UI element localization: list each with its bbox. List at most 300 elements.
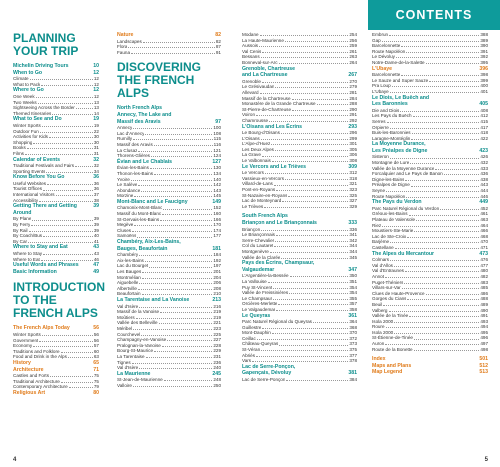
- section-entry[interactable]: [13, 390, 99, 397]
- section-entry[interactable]: [117, 297, 221, 304]
- leader-dots: [274, 267, 348, 274]
- section-entry[interactable]: [13, 244, 99, 251]
- page-ref: 259: [349, 43, 357, 49]
- page-ref: 228: [213, 342, 221, 348]
- leader-dots: [288, 72, 349, 79]
- entry-title: St-Gervais-les-Bains: [117, 216, 160, 222]
- leader-dots: [39, 198, 93, 202]
- section-entry[interactable]: [117, 119, 221, 126]
- leader-dots: [387, 119, 480, 123]
- entry-title: Gapençais, Dévoluy: [242, 370, 292, 377]
- toc-column-3: [242, 32, 357, 383]
- page-ref: 384: [349, 377, 357, 383]
- page-ref: 449: [479, 199, 488, 206]
- leader-dots: [392, 83, 480, 87]
- leader-dots: [46, 169, 92, 173]
- entry-title: Morzine: [117, 193, 134, 199]
- page-ref: 488: [480, 296, 488, 302]
- page-ref: 208: [213, 285, 221, 291]
- page-ref: 368: [349, 324, 357, 330]
- page-ref: 497: [480, 341, 488, 347]
- leader-dots: [33, 140, 92, 144]
- page-ref: 36: [93, 186, 99, 192]
- entry-title: By Car: [13, 238, 28, 244]
- page-ref: 210: [213, 291, 221, 297]
- entry-title: Valgaudemar: [242, 266, 275, 273]
- entry-title: Themed Itineraries: [13, 110, 52, 116]
- leader-dots: [270, 313, 348, 320]
- entry-title: Thonon-les-Bains: [117, 170, 154, 176]
- entry-title: Val d'Allos: [372, 262, 393, 268]
- entry-title: The Alpes du Mercantour: [372, 250, 435, 257]
- page-ref: 482: [480, 273, 488, 279]
- page-ref: 263: [349, 54, 357, 60]
- page-ref: 12: [93, 76, 99, 82]
- section-entry[interactable]: [242, 164, 357, 171]
- entry-title: Vallée de la Tinée: [372, 313, 409, 319]
- toc-entry[interactable]: [242, 377, 357, 383]
- page-ref: 227: [213, 337, 221, 343]
- leader-dots: [133, 383, 212, 387]
- page-ref: 245: [212, 370, 221, 377]
- section-entry[interactable]: [372, 66, 488, 73]
- entry-title: Briançon and Le Briançonnais: [242, 220, 317, 226]
- section-entry[interactable]: [117, 159, 221, 166]
- page-ref: 87: [215, 44, 221, 50]
- entry-title: Isola 2000: [372, 318, 394, 324]
- leader-dots: [261, 227, 348, 231]
- leader-dots: [413, 113, 480, 117]
- section-entry[interactable]: [372, 251, 488, 258]
- entry-title: Books: [13, 145, 26, 151]
- entry-title: Guillestre: [242, 324, 262, 330]
- entry-title: Massif de la Chartreuse: [242, 95, 291, 101]
- section-entry[interactable]: [13, 360, 99, 367]
- page-ref: 305: [349, 146, 357, 152]
- page-ref: 345: [349, 254, 357, 260]
- page-ref: 12: [93, 81, 99, 87]
- entry-title: By Ferry: [13, 222, 31, 228]
- entry-title: Massif des Aravis: [117, 141, 153, 147]
- page-ref: 60: [93, 348, 99, 354]
- entry-title: Calendar of Events: [13, 156, 60, 163]
- entry-title: Moustiers-Ste-Marie: [372, 228, 414, 234]
- leader-dots: [427, 148, 479, 155]
- leader-dots: [273, 285, 348, 289]
- page-ref: 47: [93, 262, 99, 269]
- leader-dots: [386, 324, 480, 328]
- entry-title: Albertville: [117, 285, 137, 291]
- page-ref: 426: [480, 154, 488, 160]
- section-entry[interactable]: [242, 267, 357, 274]
- leader-dots: [402, 285, 480, 289]
- leader-dots: [133, 136, 213, 140]
- page-ref: 65: [93, 359, 99, 366]
- page-ref: 39: [93, 227, 99, 233]
- leader-dots: [252, 358, 348, 362]
- entry-title: Le Grésivaudan: [242, 84, 275, 90]
- entry-title: Pra Loup: [372, 83, 391, 89]
- entry-title: Vars: [242, 358, 252, 364]
- leader-dots: [133, 32, 215, 39]
- section-entry[interactable]: [242, 313, 357, 320]
- entry-title: One Week: [13, 93, 35, 99]
- leader-dots: [405, 268, 479, 272]
- entry-title: Bonneval-sur-Arc: [242, 59, 278, 65]
- page-ref: 476: [480, 257, 488, 263]
- section-entry[interactable]: [13, 269, 99, 276]
- entry-title: Megève: [117, 222, 134, 228]
- section-entry[interactable]: [242, 72, 357, 79]
- section-heading: South French Alps: [242, 213, 288, 220]
- leader-dots: [161, 119, 216, 126]
- page-ref: 391: [480, 48, 488, 54]
- entry-title: When to Go: [13, 69, 43, 76]
- leader-dots: [42, 332, 93, 336]
- page-ref: 82: [215, 32, 221, 38]
- entry-title: Le Bourg-d'Oisans: [242, 130, 280, 136]
- page-ref: 170: [213, 222, 221, 228]
- leader-dots: [276, 307, 348, 311]
- leader-dots: [401, 72, 479, 76]
- entry-title: Gréoux-les-Bains: [372, 211, 408, 217]
- entry-title: Roure: [372, 324, 385, 330]
- section-entry[interactable]: [13, 87, 99, 94]
- page-ref: 221: [213, 320, 221, 326]
- entry-title: Landscapes: [117, 38, 142, 44]
- entry-title: Thorens-Glières: [117, 153, 150, 159]
- page-ref: 256: [349, 37, 357, 43]
- section-heading: Le Diois, Le Buëch and: [372, 94, 430, 101]
- leader-dots: [259, 43, 348, 47]
- section-entry[interactable]: [13, 116, 99, 123]
- entry-title: Val d'Isère: [117, 365, 139, 371]
- leader-dots: [262, 325, 348, 329]
- section-entry[interactable]: [13, 367, 99, 374]
- entry-title: L'Alpe-d'Huez: [242, 141, 271, 147]
- leader-dots: [274, 181, 349, 185]
- leader-dots: [302, 124, 348, 131]
- page-ref: 225: [213, 331, 221, 337]
- entry-title: Courchevel: [117, 331, 141, 337]
- page-ref: 436: [480, 171, 488, 177]
- page-ref: 22: [93, 128, 99, 134]
- entry-title: Accessibility: [13, 197, 39, 203]
- leader-dots: [154, 171, 212, 175]
- spacer: [117, 55, 221, 59]
- section-entry[interactable]: [372, 148, 488, 155]
- page-ref: 417: [480, 124, 488, 130]
- page-ref: 354: [349, 290, 357, 296]
- page-ref: 344: [349, 248, 357, 254]
- entry-title: Abriès: [242, 352, 256, 358]
- leader-dots: [164, 377, 213, 381]
- entry-title: Cluses: [117, 227, 132, 233]
- leader-dots: [291, 370, 348, 377]
- page-ref: 438: [480, 176, 488, 182]
- leader-dots: [132, 360, 213, 364]
- page-ref: 423: [479, 147, 488, 154]
- leader-dots: [139, 304, 212, 308]
- entry-title: Where to Stay: [13, 251, 43, 256]
- page-ref: 116: [213, 141, 221, 147]
- entry-title: Annecy: [117, 125, 133, 131]
- page-ref: 378: [349, 358, 357, 364]
- page-ref: 201: [213, 269, 221, 274]
- entry-title: The French Alps Today: [13, 325, 70, 332]
- leader-dots: [44, 87, 93, 94]
- leader-dots: [260, 32, 349, 36]
- entry-title: Allevard: [242, 89, 259, 95]
- leader-dots: [52, 111, 93, 115]
- leader-dots: [317, 101, 349, 105]
- index-entry[interactable]: [372, 369, 488, 376]
- page-ref: 292: [349, 117, 357, 123]
- leader-dots: [282, 198, 348, 202]
- entry-title: Aix-les-Bains: [117, 257, 144, 263]
- leader-dots: [138, 286, 212, 290]
- section-entry[interactable]: [117, 371, 221, 378]
- leader-dots: [281, 130, 348, 134]
- leader-dots: [44, 367, 94, 374]
- entry-title: Les Baronnies: [372, 101, 408, 108]
- leader-dots: [56, 192, 93, 196]
- leader-dots: [141, 332, 212, 336]
- leader-dots: [414, 228, 479, 232]
- page-ref: 418: [480, 130, 488, 136]
- section-entry[interactable]: [13, 262, 99, 269]
- entry-title: Buis-les-Baronnies: [372, 130, 411, 136]
- page-ref: 405: [479, 101, 488, 108]
- leader-dots: [261, 136, 349, 140]
- entry-title: Religious Art: [13, 389, 46, 396]
- page-ref: 336: [349, 226, 357, 232]
- page-ref: 12: [93, 87, 99, 94]
- section-entry[interactable]: [117, 32, 221, 39]
- leader-dots: [61, 349, 93, 353]
- leader-dots: [69, 384, 93, 388]
- entry-title: Vassieux-en-Vercors: [242, 175, 285, 181]
- leader-dots: [151, 153, 212, 157]
- section-heading: Grenoble, Chartreuse: [242, 65, 296, 72]
- page-ref: 392: [480, 54, 488, 60]
- leader-dots: [411, 136, 479, 140]
- page-ref: 56: [93, 331, 99, 337]
- page-ref: 370: [349, 330, 357, 336]
- leader-dots: [281, 255, 348, 259]
- leader-dots: [409, 211, 480, 215]
- section-heading: La Moyenne Durance,: [372, 141, 426, 148]
- page-ref: 381: [348, 370, 357, 377]
- entry-title: Champagny-en-Vanoise: [117, 337, 167, 343]
- page-ref: 471: [480, 244, 488, 250]
- entry-title: Sightseeing Across the Border: [13, 105, 75, 111]
- leader-dots: [131, 50, 215, 54]
- leader-dots: [43, 186, 93, 190]
- leader-dots: [150, 165, 212, 169]
- entry-title: Two Weeks: [13, 99, 37, 105]
- section-entry[interactable]: [13, 174, 99, 181]
- entry-title: Évian and Le Chablais: [117, 158, 173, 165]
- leader-dots: [401, 43, 479, 47]
- page-ref: 398: [480, 72, 488, 78]
- entry-title: Traditional Festivals and Fairs: [13, 163, 75, 169]
- entry-title: Gap: [372, 37, 381, 43]
- entry-title: Serre-Chevalier: [242, 237, 275, 243]
- page-ref: 43: [93, 251, 99, 256]
- entry-title: Le Vercors: [242, 170, 264, 176]
- leader-dots: [29, 228, 93, 232]
- entry-title: Lac de Ste-Croix: [372, 233, 407, 239]
- leader-dots: [406, 194, 479, 198]
- section-entry[interactable]: [13, 157, 99, 164]
- section-entry[interactable]: [13, 70, 99, 77]
- page-ref: 496: [480, 335, 488, 341]
- section-entry[interactable]: [117, 246, 221, 253]
- entry-title: What to Pack: [13, 81, 41, 87]
- section-entry[interactable]: [242, 124, 357, 131]
- entry-title: Tignes: [117, 359, 131, 365]
- entry-title: La Clusaz: [117, 147, 138, 153]
- leader-dots: [49, 134, 93, 138]
- page-ref: 477: [480, 262, 488, 268]
- page-ref: 127: [212, 158, 221, 165]
- leader-dots: [286, 377, 348, 381]
- page-ref: 468: [480, 233, 488, 239]
- leader-dots: [167, 246, 212, 253]
- leader-dots: [404, 280, 479, 284]
- entry-title: Pont-en-Royans: [242, 187, 276, 193]
- section-entry[interactable]: [242, 220, 357, 227]
- entry-title: Valloire: [117, 382, 132, 388]
- leader-dots: [407, 296, 479, 300]
- entry-title: Activities for Kids: [13, 134, 48, 140]
- leader-dots: [422, 199, 480, 206]
- leader-dots: [406, 49, 479, 53]
- entry-title: By Plane: [13, 216, 32, 222]
- page-ref: 49: [93, 268, 99, 275]
- section-entry[interactable]: [13, 203, 99, 216]
- leader-dots: [68, 354, 93, 358]
- leader-dots: [429, 78, 479, 82]
- index-entry[interactable]: [372, 363, 488, 370]
- page-ref: 181: [212, 245, 221, 252]
- entry-title: Puy St-Vincent: [242, 284, 273, 290]
- entry-title: Lac de Monteynard: [242, 198, 282, 204]
- entry-title: What to See and Do: [13, 116, 62, 123]
- entry-title: Clues de Haute-Provence: [372, 290, 425, 296]
- entry-title: Vallée de Freissinières: [242, 290, 289, 296]
- entry-title: Traditions and Folklore: [13, 348, 60, 354]
- leader-dots: [394, 319, 479, 323]
- page-ref: 489: [480, 301, 488, 307]
- page-ref: 389: [480, 37, 488, 43]
- leader-dots: [395, 245, 480, 249]
- entry-title: Lac de Serre-Ponçon: [242, 377, 286, 383]
- page-ref: 56: [93, 337, 99, 343]
- page-ref: 401: [480, 88, 488, 94]
- page-ref: 108: [213, 130, 221, 136]
- page-ref: 174: [213, 227, 221, 233]
- page-ref: 341: [349, 232, 357, 238]
- section-heading: Annecy, The Lake and: [117, 111, 172, 118]
- leader-dots: [42, 70, 93, 77]
- page-ref: 329: [349, 203, 357, 209]
- page-ref: 473: [479, 250, 488, 257]
- entry-title: Barjème: [372, 239, 390, 245]
- leader-dots: [317, 220, 348, 227]
- leader-dots: [273, 296, 348, 300]
- page-ref: 443: [480, 182, 488, 188]
- entry-title: Maps and Plans: [372, 362, 412, 369]
- entry-title: Rumilly: [117, 136, 133, 142]
- leader-dots: [138, 182, 212, 186]
- page-ref: 452: [480, 205, 488, 211]
- page-ref: 325: [349, 192, 357, 198]
- page-ref: 41: [93, 238, 99, 244]
- page-ref: 422: [480, 135, 488, 141]
- entry-title: Barcelonnette: [372, 43, 401, 49]
- entry-title: Colmars: [372, 257, 390, 263]
- toc-entry[interactable]: [117, 383, 221, 389]
- page-ref: 204: [213, 274, 221, 280]
- entry-title: Le Dévoluy: [372, 54, 395, 60]
- leader-dots: [138, 148, 212, 152]
- entry-title: L'Oisans: [242, 135, 260, 141]
- page-ref: 32: [93, 156, 99, 163]
- entry-title: Pralognan-la-Vanoise: [117, 342, 161, 348]
- page-ref: 390: [480, 43, 488, 49]
- leader-dots: [410, 160, 479, 164]
- section-entry[interactable]: [372, 199, 488, 206]
- entry-title: Vallée de la Clarée: [242, 254, 281, 260]
- entry-title: Parc Naturel Régional du Verdon: [372, 205, 440, 211]
- page-ref: 184: [213, 252, 221, 258]
- leader-dots: [132, 228, 212, 232]
- leader-dots: [400, 108, 479, 112]
- leader-dots: [386, 356, 480, 363]
- page-ref: 364: [349, 319, 357, 325]
- section-entry[interactable]: [13, 325, 99, 332]
- page-ref: 323: [349, 187, 357, 193]
- entry-title: Lac du Bourget: [117, 263, 149, 269]
- index-entry[interactable]: [372, 356, 488, 363]
- leader-dots: [434, 251, 479, 258]
- leader-dots: [38, 100, 93, 104]
- page-ref: 13: [93, 105, 99, 111]
- entry-title: Chamrousse: [242, 117, 269, 123]
- section-entry[interactable]: [242, 370, 357, 377]
- page-ref: 248: [213, 377, 221, 383]
- page-ref: 354: [349, 284, 357, 290]
- leader-dots: [141, 188, 212, 192]
- leader-dots: [265, 170, 348, 174]
- entry-title: Les Pays du Buëch: [372, 113, 412, 119]
- section-entry[interactable]: [13, 63, 99, 70]
- entry-title: Government: [13, 337, 39, 343]
- entry-title: Basic Information: [13, 268, 57, 275]
- entry-title: Le Vercors and Le Trièves: [242, 163, 307, 170]
- page-ref: 264: [349, 59, 357, 65]
- leader-dots: [290, 273, 349, 277]
- entry-title: Col du Lautaret: [242, 243, 274, 249]
- section-entry[interactable]: [372, 101, 488, 108]
- section-entry[interactable]: [117, 199, 221, 206]
- entry-title: Contemporary Architecture: [13, 384, 68, 390]
- page-ref: 134: [213, 170, 221, 176]
- entry-title: Notre-Dame-de-la-Salette: [372, 59, 425, 65]
- entry-title: Gorges du Cians: [372, 296, 407, 302]
